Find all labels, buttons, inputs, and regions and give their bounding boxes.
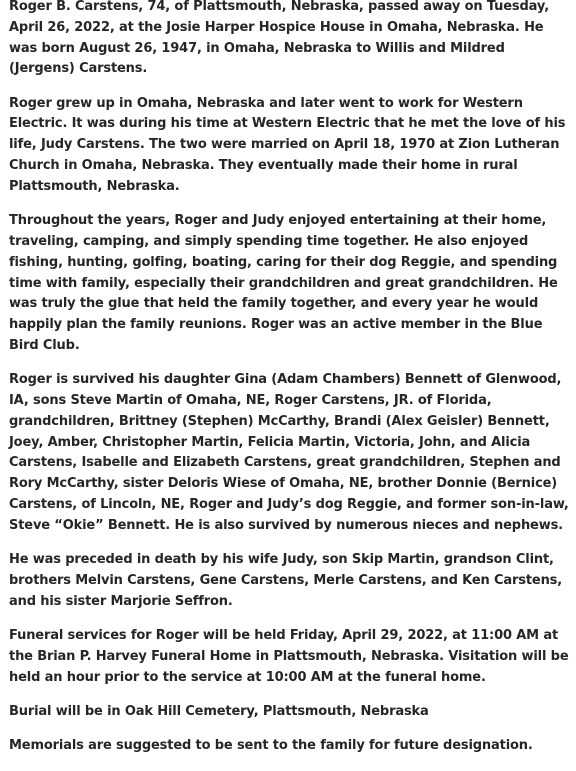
obituary-paragraph-funeral-services: Funeral services for Roger will be held Friday, April 29, 2022, at 11:00 AM at the Brian P. Harvey Funeral Home in Plattsmouth, Nebraska. Visitation will be held an hour prior to the service at 10:00 AM at the funeral home. bbox=[9, 628, 569, 685]
obituary-paragraph-survivors: Roger is survived his daughter Gina (Adam Chambers) Bennett of Glenwood, IA, sons Steve Martin of Omaha, NE, Roger Carstens, JR. of Florida, grandchildren, Brittney (Stephen) McCarthy, Brandi (Alex Geisler) Bennett, Joey, Amber, Christopher Martin, Felicia Martin, Victoria, John, and Alicia Carstens, Isabelle and Elizabeth Carstens, great grandchildren, Stephen and Rory McCarthy, sister Deloris Wiese of Omaha, NE, brother Donnie (Bernice) Carstens, of Lincoln, NE, Roger and Judy’s dog Reggie, and former son-in-law, Steve “Okie” Bennett. He is also survived by numerous nieces and nephews. bbox=[9, 372, 569, 533]
obituary-paragraph-death-notice: Roger B. Carstens, 74, of Plattsmouth, Nebraska, passed away on Tuesday, April 26, 2022, at the Josie Harper Hospice House in Omaha, Nebraska. He was born August 26, 1947, in Omaha, Nebraska to Willis and Mildred (Jergens) Carstens. bbox=[9, 0, 549, 77]
obituary-text bbox=[9, 0, 569, 771]
obituary-paragraph-hobbies: Throughout the years, Roger and Judy enjoyed entertaining at their home, traveling, camping, and simply spending time together. He also enjoyed fishing, hunting, golfing, boating, caring for their dog Reggie, and spending time with family, especially their grandchildren and great grandchildren. He was truly the glue that held the family together, and every year he would happily plan the family reunions. Roger was an active member in the Blue Bird Club. bbox=[9, 213, 558, 353]
obituary-paragraph-burial: Burial will be in Oak Hill Cemetery, Plattsmouth, Nebraska bbox=[9, 703, 429, 719]
obituary-paragraph-preceded-in-death: He was preceded in death by his wife Judy, son Skip Martin, grandson Clint, brothers Melvin Carstens, Gene Carstens, Merle Carstens, and Ken Carstens, and his sister Marjorie Seffron. bbox=[9, 552, 563, 609]
obituary-paragraph-memorials: Memorials are suggested to be sent to the family for future designation. bbox=[9, 738, 533, 754]
obituary-paragraph-early-life: Roger grew up in Omaha, Nebraska and later went to work for Western Electric. It was during his time at Western Electric that he met the love of his life, Judy Carstens. The two were married on April 18, 1970 at Zion Lutheran Church in Omaha, Nebraska. They eventually made their home in rural Plattsmouth, Nebraska. bbox=[9, 95, 566, 194]
